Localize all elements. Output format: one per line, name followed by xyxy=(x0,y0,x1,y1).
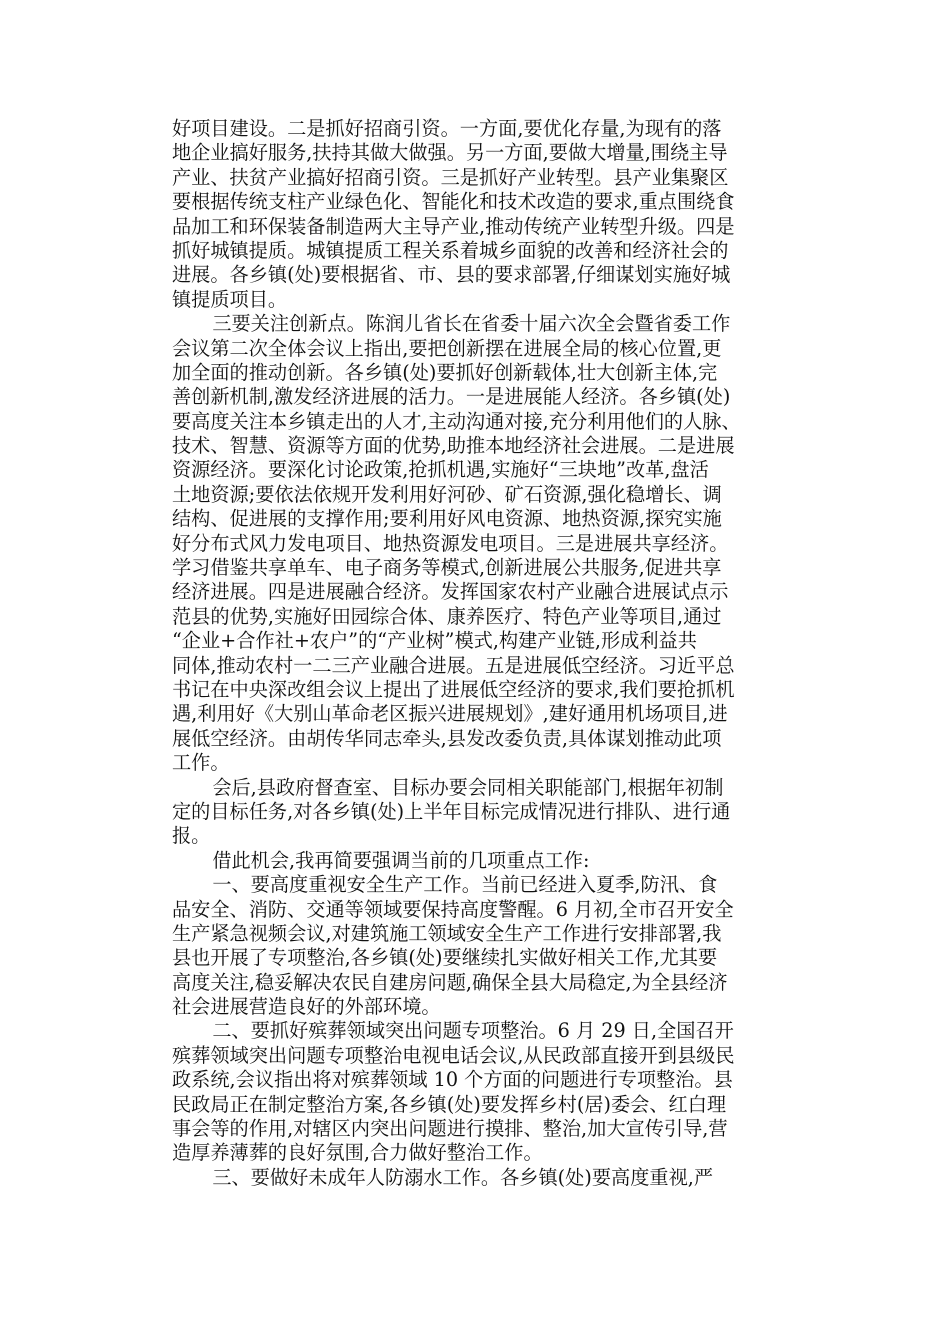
paragraph xyxy=(172,849,822,873)
text-line: 学习借鉴共享单车、电子商务等模式,创新进展公共服务,促进共享 xyxy=(172,556,722,580)
text-line: 范县的优势,实施好田园综合体、康养医疗、特色产业等项目,通过 xyxy=(172,604,722,628)
text-line: 结构、促进展的支撑作用;要利用好风电资源、地热资源,探究实施 xyxy=(172,507,722,531)
text-line: 工作。 xyxy=(172,751,230,775)
text-line: 民政局正在制定整治方案,各乡镇(处)要发挥乡村(居)委会、红白理 xyxy=(172,1092,727,1116)
text-line: 借此机会,我再简要强调当前的几项重点工作: xyxy=(212,848,590,872)
text-line: 会后,县政府督查室、目标办要会同相关职能部门,根据年初制 xyxy=(212,775,724,799)
text-line: 生产紧急视频会议,对建筑施工领域安全生产工作进行安排部署,我 xyxy=(172,921,722,945)
text-line: 遇,利用好《大别山革命老区振兴进展规划》,建好通用机场项目,进 xyxy=(172,702,728,726)
text-line: 品安全、消防、交通等领域要保持高度警醒。6 月初,全市召开安全 xyxy=(172,897,734,921)
text-line: “企业+合作社+农户”的“产业树”模式,构建产业链,形成利益共 xyxy=(172,629,697,653)
text-line: 抓好城镇提质。城镇提质工程关系着城乡面貌的改善和经济社会的 xyxy=(172,238,729,262)
text-line: 进展。各乡镇(处)要根据省、市、县的要求部署,仔细谋划实施好城 xyxy=(172,263,731,287)
text-line: 三、要做好未成年人防溺水工作。各乡镇(处)要高度重视,严 xyxy=(212,1165,714,1189)
paragraph xyxy=(172,1166,822,1190)
text-line: 好分布式风力发电项目、地热资源发电项目。三是进展共享经济。 xyxy=(172,531,729,555)
text-line: 社会进展营造良好的外部环境。 xyxy=(172,995,441,1019)
text-line: 产业、扶贫产业搞好招商引资。三是抓好产业转型。县产业集聚区 xyxy=(172,165,729,189)
text-line: 资源经济。要深化讨论政策,抢抓机遇,实施好“三块地”改革,盘活 xyxy=(172,458,709,482)
text-line: 会议第二次全体会议上指出,要把创新摆在进展全局的核心位置,更 xyxy=(172,336,722,360)
text-line: 定的目标任务,对各乡镇(处)上半年目标完成情况进行排队、进行通 xyxy=(172,799,731,823)
paragraph xyxy=(172,312,822,775)
text-line: 加全面的推动创新。各乡镇(处)要抓好创新载体,壮大创新主体,完 xyxy=(172,360,718,384)
paragraph xyxy=(172,117,822,312)
text-line: 报。 xyxy=(172,824,211,848)
text-line: 造厚养薄葬的良好氛围,合力做好整治工作。 xyxy=(172,1141,543,1165)
text-line: 展低空经济。由胡传华同志牵头,县发改委负责,具体谋划推动此项 xyxy=(172,726,722,750)
text-line: 政系统,会议指出将对殡葬领域 10 个方面的问题进行专项整治。县 xyxy=(172,1068,733,1092)
text-line: 一、要高度重视安全生产工作。当前已经进入夏季,防汛、食 xyxy=(212,873,718,897)
text-line: 镇提质项目。 xyxy=(172,287,288,311)
text-line: 三要关注创新点。陈润儿省长在省委十届六次全会暨省委工作 xyxy=(212,312,731,336)
document-body xyxy=(172,117,822,1190)
text-line: 好项目建设。二是抓好招商引资。一方面,要优化存量,为现有的落 xyxy=(172,117,722,140)
text-line: 二、要抓好殡葬领域突出问题专项整治。6 月 29 日,全国召开 xyxy=(212,1019,734,1043)
text-line: 县也开展了专项整治,各乡镇(处)要继续扎实做好相关工作,尤其要 xyxy=(172,946,718,970)
text-line: 同体,推动农村一二三产业融合进展。五是进展低空经济。习近平总 xyxy=(172,653,735,677)
text-line: 书记在中央深改组会议上提出了进展低空经济的要求,我们要抢抓机 xyxy=(172,677,735,701)
text-line: 要高度关注本乡镇走出的人才,主动沟通对接,充分利用他们的人脉、 xyxy=(172,409,741,433)
paragraph xyxy=(172,1019,822,1165)
text-line: 善创新机制,激发经济进展的活力。一是进展能人经济。各乡镇(处) xyxy=(172,385,731,409)
text-line: 经济进展。四是进展融合经济。发挥国家农村产业融合进展试点示 xyxy=(172,580,729,604)
text-line: 事会等的作用,对辖区内突出问题进行摸排、整治,加大宣传引导,营 xyxy=(172,1117,728,1141)
paragraph xyxy=(172,873,822,1019)
text-line: 高度关注,稳妥解决农民自建房问题,确保全县大局稳定,为全县经济 xyxy=(172,970,728,994)
text-line: 地企业搞好服务,扶持其做大做强。另一方面,要做大增量,围绕主导 xyxy=(172,141,728,165)
text-line: 品加工和环保装备制造两大主导产业,推动传统产业转型升级。四是 xyxy=(172,214,735,238)
text-line: 技术、智慧、资源等方面的优势,助推本地经济社会进展。二是进展 xyxy=(172,434,735,458)
text-line: 殡葬领域突出问题专项整治电视电话会议,从民政部直接开到县级民 xyxy=(172,1043,735,1067)
text-line: 土地资源;要依法依规开发利用好河砂、矿石资源,强化稳增长、调 xyxy=(172,482,722,506)
paragraph xyxy=(172,776,822,849)
text-line: 要根据传统支柱产业绿色化、智能化和技术改造的要求,重点围绕食 xyxy=(172,190,735,214)
